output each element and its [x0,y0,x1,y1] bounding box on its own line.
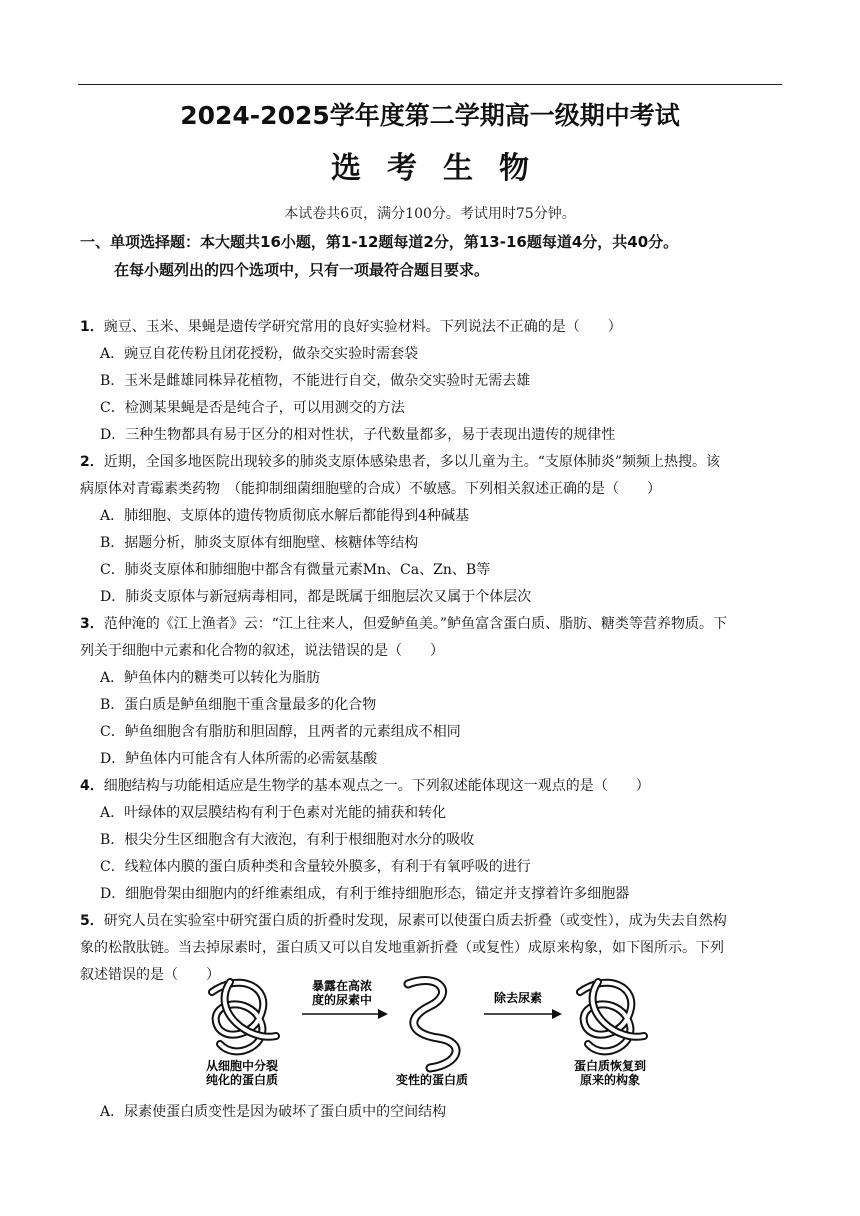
label-purified-protein-1: 从细胞中分裂 [205,1059,279,1073]
question-stem: 豌豆、玉米、果蝇是遗传学研究常用的良好实验材料。下列说法不正确的是（ ） [103,319,622,335]
question-number: 5． [80,913,104,929]
question-2-cont: 病原体对青霉素类药物 （能抑制细菌细胞壁的合成）不敏感。下列相关叙述正确的是（ ） [80,481,661,497]
question-3 [80,613,727,633]
q4-option-a: A．叶绿体的双层膜结构有利于色素对光能的捕获和转化 [100,805,447,821]
section-heading-2: 在每小题列出的四个选项中，只有一项最符合题目要求。 [114,261,490,279]
denatured-protein-icon [408,981,456,1068]
refolded-protein-icon [580,982,644,1051]
q1-option-d: D．三种生物都具有易于区分的相对性状，子代数量都多，易于表现出遗传的规律性 [100,427,616,443]
question-stem: 近期，全国多地医院出现较多的肺炎支原体感染患者，多以儿童为主。“支原体肺炎”频频上热搜。该 [103,454,721,470]
q3-option-d: D．鲈鱼体内可能含有人体所需的必需氨基酸 [100,751,378,767]
q3-option-a: A．鲈鱼体内的糖类可以转化为脂肪 [100,670,321,686]
question-1 [80,316,622,336]
label-urea-exposure-1: 暴露在高浓 [311,979,373,993]
label-purified-protein-2: 纯化的蛋白质 [205,1073,279,1087]
q2-option-b: B．据题分析，肺炎支原体有细胞壁、核糖体等结构 [100,535,419,551]
label-restored-protein-2: 原来的构象 [579,1073,641,1087]
question-number: 1． [80,319,104,335]
q4-option-b: B．根尖分生区细胞含有大液泡，有利于根细胞对水分的吸收 [100,832,475,848]
q4-option-c: C．线粒体内膜的蛋白质种类和含量较外膜多，有利于有氧呼吸的进行 [100,859,531,875]
arrow-right-icon [302,1009,388,1019]
question-3-cont: 列关于细胞中元素和化合物的叙述，说法错误的是（ ） [80,643,444,659]
header-rule [78,84,782,85]
q4-option-d: D．细胞骨架由细胞内的纤维素组成，有利于维持细胞形态，锚定并支撑着许多细胞器 [100,886,630,902]
label-denatured-protein: 变性的蛋白质 [395,1073,469,1087]
q3-option-c: C．鲈鱼细胞含有脂肪和胆固醇，且两者的元素组成不相同 [100,724,461,740]
question-number: 4． [80,778,104,794]
exam-note: 本试卷共6页，满分100分。考试用时75分钟。 [284,206,576,222]
q1-option-a: A．豌豆自花传粉且闭花授粉，做杂交实验时需套袋 [100,346,419,362]
q2-option-c: C．肺炎支原体和肺细胞中都含有微量元素Mn、Ca、Zn、B等 [100,562,491,578]
question-number: 2． [80,454,104,470]
question-stem: 细胞结构与功能相适应是生物学的基本观点之一。下列叙述能体现这一观点的是（ ） [103,778,650,794]
question-5 [80,910,727,930]
question-2 [80,451,720,471]
exam-title: 2024-2025学年度第二学期高一级期中考试 [180,101,680,130]
section-heading-1: 一、单项选择题：本大题共16小题，第1-12题每道2分，第13-16题每道4分，共40分。 [80,233,679,251]
q2-option-d: D．肺炎支原体与新冠病毒相同，都是既属于细胞层次又属于个体层次 [100,589,532,605]
question-4 [80,775,650,795]
folded-protein-icon [212,982,276,1051]
exam-subject: 选考生物 [331,151,555,186]
protein-folding-figure [190,972,670,1092]
arrow-right-icon [484,1009,562,1019]
q3-option-b: B．蛋白质是鲈鱼细胞干重含量最多的化合物 [100,697,377,713]
question-5-cont-2: 叙述错误的是（ ） [80,967,220,983]
q1-option-c: C．检测某果蝇是否是纯合子，可以用测交的方法 [100,400,405,416]
label-urea-exposure-2: 度的尿素中 [311,993,373,1007]
question-stem: 范仲淹的《江上渔者》云：“江上往来人，但爱鲈鱼美。”鲈鱼富含蛋白质、脂肪、糖类等营养物质。下 [103,616,728,632]
label-remove-urea: 除去尿素 [493,991,543,1005]
q5-option-a: A．尿素使蛋白质变性是因为破坏了蛋白质中的空间结构 [100,1104,447,1120]
q2-option-a: A．肺细胞、支原体的遗传物质彻底水解后都能得到4种碱基 [100,508,470,524]
label-restored-protein-1: 蛋白质恢复到 [573,1059,647,1073]
question-stem: 研究人员在实验室中研究蛋白质的折叠时发现，尿素可以使蛋白质去折叠（或变性），成为失去自然构 [103,913,727,929]
q1-option-b: B．玉米是雌雄同株异花植物，不能进行自交，做杂交实验时无需去雄 [100,373,531,389]
question-number: 3． [80,616,104,632]
question-5-cont-1: 象的松散肽链。当去掉尿素时，蛋白质又可以自发地重新折叠（或复性）成原来构象，如下图所示。下列 [80,940,724,956]
